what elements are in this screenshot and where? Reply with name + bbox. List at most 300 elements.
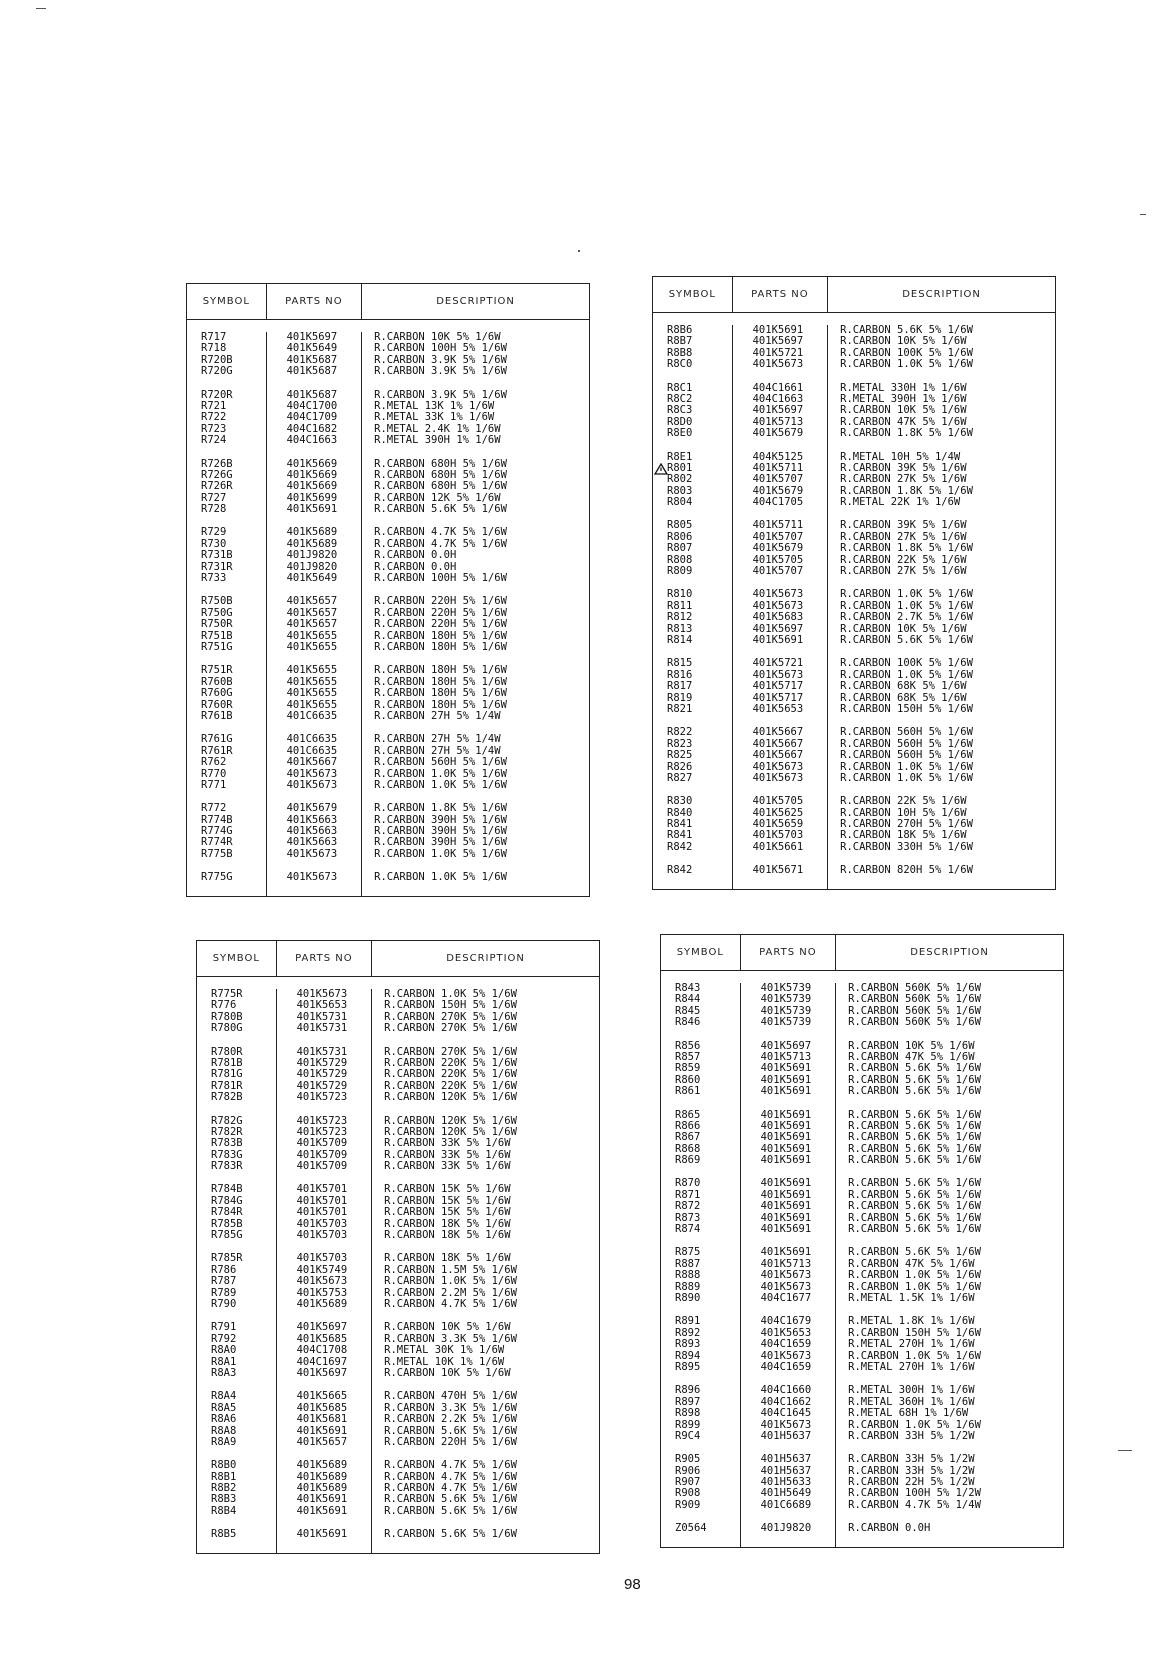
row-group [741,1110,836,1167]
desc-column [372,989,599,1553]
description-cell: R.CARBON 1.0K 5% 1/6W [840,359,973,371]
description-cell: R.CARBON 180H 5% 1/6W [374,699,507,711]
description-cell: R.CARBON 0.0H [848,1523,931,1535]
description-cell: R.CARBON 560K 5% 1/6W [848,1017,981,1029]
row-group [661,1316,740,1373]
part-number-cell: 401K5709 [296,1138,348,1150]
description-cell: R.CARBON 68K 5% 1/6W [840,692,967,704]
part-number-cell: 401K5723 [296,1126,348,1138]
part-number-cell: 401K5655 [286,688,338,700]
description-cell: R.METAL 10K 1% 1/6W [384,1356,505,1368]
description-cell: R.CARBON 4.7K 5% 1/6W [374,538,507,550]
row-group [836,1247,1063,1304]
symbol-cell: R805 [667,520,693,532]
row-group [653,589,732,646]
row-group [372,1184,599,1241]
symbol-cell: R784B [211,1184,243,1196]
symbol-cell: R908 [675,1488,701,1500]
part-number-cell: 401K5729 [296,1080,348,1092]
symbol-cell: R726B [201,458,233,470]
part-number-cell: 401K5657 [286,619,338,631]
description-cell: R.CARBON 5.6K 5% 1/6W [840,325,973,336]
row-group [828,325,1055,371]
part-number-cell: 401K5691 [760,1120,812,1132]
part-number-cell: 404C1663 [286,435,338,447]
row-group [733,452,828,509]
part-number-cell: 401K5707 [752,474,804,486]
description-column-header: DESCRIPTION [902,289,981,300]
symbol-cell: R813 [667,623,693,635]
description-cell: R.CARBON 33K 5% 1/6W [384,1161,511,1173]
description-cell: R.METAL 22K 1% 1/6W [840,497,961,509]
symbol-cell: R760G [201,688,233,700]
description-cell: R.CARBON 5.6K 5% 1/6W [384,1494,517,1506]
description-cell: R.CARBON 18K 5% 1/6W [384,1230,511,1242]
description-cell: R.CARBON 10K 5% 1/6W [384,1367,511,1379]
symbol-cell: R791 [211,1322,237,1334]
description-cell: R.CARBON 18K 5% 1/6W [384,1253,511,1265]
symbol-cell: R762 [201,757,227,769]
row-group [836,1523,1063,1534]
description-cell: R.CARBON 100H 5% 1/6W [374,343,507,355]
symbol-cell: R720R [201,389,233,401]
part-number-cell: 401K5691 [760,1201,812,1213]
part-number-cell: 401H5633 [760,1477,812,1489]
symbol-cell: R728 [201,504,227,516]
symbol-cell: R845 [675,1005,701,1017]
part-number-cell: 401K5705 [752,554,804,566]
symbol-cell: R783B [211,1138,243,1150]
symbol-cell: R827 [667,772,693,784]
description-cell: R.CARBON 150H 5% 1/6W [848,1327,981,1339]
row-group [362,596,589,653]
sym-column [187,332,267,896]
part-number-cell: 401K5691 [760,1212,812,1224]
symbol-cell: R792 [211,1333,237,1345]
symbol-cell: R804 [667,497,693,509]
part-number-cell: 401K5649 [286,343,338,355]
symbol-column-header: SYMBOL [661,935,741,970]
part-number-cell: 401J9820 [760,1523,812,1535]
part-number-cell: 401K5683 [752,612,804,624]
row-group [362,665,589,722]
description-cell: R.CARBON 180H 5% 1/6W [374,676,507,688]
part-number-cell: 401K5739 [760,1005,812,1017]
description-cell: R.CARBON 5.6K 5% 1/6W [848,1132,981,1144]
row-group [277,1184,372,1241]
description-cell: R.CARBON 1.0K 5% 1/6W [374,848,507,860]
description-cell: R.CARBON 1.0K 5% 1/6W [374,872,507,884]
symbol-cell: R860 [675,1074,701,1086]
description-cell: R.CARBON 120K 5% 1/6W [384,1115,517,1127]
part-number-cell: 401K5655 [286,699,338,711]
description-cell: R.CARBON 39K 5% 1/6W [840,520,967,532]
parts-table [652,276,1056,890]
parts-no-column-header: PARTS NO [267,284,363,319]
description-cell: R.CARBON 5.6K 5% 1/6W [848,1201,981,1213]
symbol-cell: R783R [211,1161,243,1173]
symbol-cell: R722 [201,412,227,424]
part-number-cell: 401K5703 [752,830,804,842]
part-number-cell: 404C1709 [286,412,338,424]
part-number-cell: 401K5655 [286,676,338,688]
description-cell: R.CARBON 5.6K 5% 1/6W [848,1247,981,1259]
symbol-cell: R825 [667,750,693,762]
part-number-cell: 401K5673 [760,1281,812,1293]
description-cell: R.CARBON 560K 5% 1/6W [848,1005,981,1017]
part-number-cell: 404C1679 [760,1316,812,1328]
part-number-cell: 401K5713 [760,1051,812,1063]
description-cell: R.METAL 270H 1% 1/6W [848,1361,975,1373]
row-group [267,803,362,860]
symbol-cell: R909 [675,1499,701,1511]
part-number-cell: 401K5721 [752,658,804,670]
description-cell: R.CARBON 5.6K 5% 1/6W [384,1505,517,1517]
part-number-cell: 401K5663 [286,814,338,826]
symbol-cell: R890 [675,1292,701,1304]
description-cell: R.CARBON 47K 5% 1/6W [848,1051,975,1063]
symbol-cell: R8A1 [211,1356,237,1368]
part-number-cell: 401K5691 [760,1224,812,1236]
symbol-cell: R729 [201,527,227,539]
description-cell: R.METAL 30K 1% 1/6W [384,1345,505,1357]
part-number-cell: 401K5673 [752,589,804,601]
symbol-cell: R718 [201,343,227,355]
part-number-cell: 401K5691 [760,1074,812,1086]
row-group [277,1253,372,1310]
part-number-cell: 401K5663 [286,837,338,849]
symbol-cell: R895 [675,1361,701,1373]
row-group [277,1391,372,1448]
row-group [277,1047,372,1104]
row-group [836,1385,1063,1442]
row-group [267,332,362,378]
symbol-cell: R717 [201,332,227,343]
part-number-cell: 401K5697 [296,1322,348,1334]
part-number-cell: 401K5655 [286,665,338,677]
part-number-cell: 401K5673 [286,768,338,780]
row-group [187,596,266,653]
description-cell: R.CARBON 5.6K 5% 1/6W [848,1224,981,1236]
description-cell: R.CARBON 68K 5% 1/6W [840,681,967,693]
symbol-cell: R783G [211,1149,243,1161]
description-cell: R.METAL 330H 1% 1/6W [840,382,967,394]
symbol-cell: R780R [211,1046,243,1058]
symbol-cell: R899 [675,1419,701,1431]
row-group [653,865,732,876]
description-cell: R.CARBON 2.7K 5% 1/6W [840,612,973,624]
description-cell: R.CARBON 5.6K 5% 1/6W [848,1086,981,1098]
row-group [362,390,589,447]
symbol-cell: R821 [667,703,693,715]
description-cell: R.CARBON 220K 5% 1/6W [384,1057,517,1069]
description-cell: R.CARBON 10K 5% 1/6W [384,1322,511,1334]
symbol-cell: R726G [201,469,233,481]
table-header [661,935,1063,971]
part-number-cell: 401K5671 [752,865,804,877]
part-number-cell: 401K5679 [752,543,804,555]
description-cell: R.CARBON 1.0K 5% 1/6W [840,589,973,601]
symbol-cell: R814 [667,634,693,646]
part-number-cell: 401K5691 [296,1494,348,1506]
row-group [653,796,732,853]
row-group [372,1391,599,1448]
symbol-cell: R761R [201,745,233,757]
symbol-cell: R869 [675,1155,701,1167]
description-cell: R.CARBON 560H 5% 1/6W [840,738,973,750]
description-column-header: DESCRIPTION [436,296,515,307]
part-number-cell: 401C6635 [286,710,338,722]
symbol-cell: R733 [201,573,227,585]
description-cell: R.CARBON 1.0K 5% 1/6W [848,1350,981,1362]
row-group [741,1178,836,1235]
part-number-cell: 401K5709 [296,1161,348,1173]
symbol-cell: R8E0 [667,428,693,440]
description-cell: R.CARBON 15K 5% 1/6W [384,1184,511,1196]
part-number-cell: 401K5731 [296,1046,348,1058]
symbol-cell: R781G [211,1069,243,1081]
description-cell: R.CARBON 4.7K 5% 1/6W [384,1483,517,1495]
part-number-cell: 401K5701 [296,1184,348,1196]
description-cell: R.CARBON 680H 5% 1/6W [374,469,507,481]
symbol-cell: R840 [667,807,693,819]
symbol-cell: R830 [667,796,693,808]
symbol-cell: R907 [675,1477,701,1489]
part-number-cell: 401K5669 [286,458,338,470]
symbol-cell: R8A6 [211,1414,237,1426]
part-number-cell: 401K5705 [752,796,804,808]
symbol-cell: R781B [211,1057,243,1069]
description-cell: R.CARBON 560K 5% 1/6W [848,994,981,1006]
description-cell: R.CARBON 220H 5% 1/6W [384,1436,517,1448]
symbol-cell: R870 [675,1178,701,1190]
table-header [187,284,589,320]
symbol-cell: R781R [211,1080,243,1092]
symbol-cell: R887 [675,1258,701,1270]
caution-triangle-icon [654,463,668,475]
table-body [661,983,1063,1547]
part-column [267,332,363,896]
symbol-cell: R8C2 [667,393,693,405]
symbol-cell: R760B [201,676,233,688]
symbol-cell: R8D0 [667,416,693,428]
scan-speck [1140,214,1146,215]
row-group [197,1116,276,1173]
description-cell: R.CARBON 1.8K 5% 1/6W [840,543,973,555]
row-group [197,1047,276,1104]
symbol-cell: R892 [675,1327,701,1339]
row-group [741,1316,836,1373]
symbol-cell: R731B [201,550,233,562]
part-column [277,989,373,1553]
sym-column [661,983,741,1547]
symbol-cell: R826 [667,761,693,773]
part-number-cell: 401K5731 [296,1011,348,1023]
part-number-cell: 404C1700 [286,400,338,412]
symbol-cell: R846 [675,1017,701,1029]
parts-no-column-header: PARTS NO [277,941,373,976]
symbol-cell: R888 [675,1270,701,1282]
symbol-cell: R751R [201,665,233,677]
description-cell: R.CARBON 10K 5% 1/6W [840,336,967,348]
symbol-cell: R842 [667,841,693,853]
symbol-cell: R751G [201,641,233,653]
symbol-cell: R760R [201,699,233,711]
row-group [741,1385,836,1442]
symbol-cell: R801 [667,462,693,474]
scan-speck [578,250,580,252]
symbol-cell: R812 [667,612,693,624]
part-number-cell: 401K5703 [296,1218,348,1230]
description-cell: R.METAL 68H 1% 1/6W [848,1408,969,1420]
description-cell: R.CARBON 4.7K 5% 1/6W [374,527,507,539]
row-group [372,989,599,1035]
symbol-cell: R8B3 [211,1494,237,1506]
part-number-cell: 404C1697 [296,1356,348,1368]
description-cell: R.METAL 390H 1% 1/6W [840,393,967,405]
symbol-cell: R905 [675,1454,701,1466]
part-number-cell: 404C1659 [760,1361,812,1373]
part-number-cell: 401K5697 [752,623,804,635]
description-cell: R.CARBON 15K 5% 1/6W [384,1195,511,1207]
part-number-cell: 401K5689 [296,1483,348,1495]
part-number-cell: 401K5709 [296,1149,348,1161]
part-number-cell: 401K5691 [752,325,804,336]
row-group [187,459,266,516]
description-cell: R.CARBON 100K 5% 1/6W [840,347,973,359]
row-group [267,459,362,516]
part-number-cell: 404C1663 [752,393,804,405]
row-group [653,325,732,371]
row-group [362,803,589,860]
row-group [197,1529,276,1540]
part-number-cell: 404C1677 [760,1292,812,1304]
row-group [372,1116,599,1173]
description-cell: R.CARBON 22H 5% 1/2W [848,1477,975,1489]
description-cell: R.CARBON 270K 5% 1/6W [384,1046,517,1058]
part-number-cell: 401J9820 [286,561,338,573]
description-cell: R.METAL 10H 5% 1/4W [840,451,961,463]
description-cell: R.CARBON 5.6K 5% 1/6W [384,1529,517,1541]
symbol-cell: R774B [201,814,233,826]
symbol-cell: R8A3 [211,1367,237,1379]
part-number-cell: 401K5667 [752,738,804,750]
description-cell: R.CARBON 27H 5% 1/4W [374,710,501,722]
symbol-cell: R785B [211,1218,243,1230]
symbol-cell: R874 [675,1224,701,1236]
row-group [187,665,266,722]
row-group [828,658,1055,715]
part-number-cell: 401K5653 [296,1000,348,1012]
part-number-cell: 401K5691 [760,1109,812,1121]
description-cell: R.CARBON 22K 5% 1/6W [840,796,967,808]
row-group [267,527,362,584]
description-cell: R.CARBON 47K 5% 1/6W [840,416,967,428]
part-number-cell: 401J9820 [286,550,338,562]
part-number-cell: 401K5691 [296,1505,348,1517]
part-number-cell: 401K5731 [296,1023,348,1035]
part-number-cell: 401K5673 [760,1270,812,1282]
row-group [277,1116,372,1173]
row-group [828,727,1055,784]
symbol-cell: R8C3 [667,405,693,417]
symbol-cell: R724 [201,435,227,447]
row-group [372,1460,599,1517]
description-cell: R.CARBON 1.0K 5% 1/6W [848,1281,981,1293]
row-group [362,872,589,883]
description-cell: R.CARBON 27H 5% 1/4W [374,745,501,757]
part-number-cell: 401K5749 [296,1264,348,1276]
part-number-cell: 401C6635 [286,745,338,757]
part-number-cell: 401K5713 [752,416,804,428]
part-number-cell: 401K5697 [296,1367,348,1379]
scan-speck [36,8,46,9]
description-cell: R.CARBON 1.0K 5% 1/6W [840,600,973,612]
description-cell: R.CARBON 820H 5% 1/6W [840,865,973,877]
part-number-cell: 404C1645 [760,1408,812,1420]
part-number-cell: 401K5691 [296,1529,348,1541]
row-group [661,1110,740,1167]
part-number-cell: 401K5655 [286,641,338,653]
description-cell: R.CARBON 3.9K 5% 1/6W [374,389,507,401]
description-cell: R.CARBON 33H 5% 1/2W [848,1430,975,1442]
row-group [277,989,372,1035]
part-number-cell: 401K5691 [760,1155,812,1167]
symbol-cell: R807 [667,543,693,555]
part-number-cell: 401K5673 [286,779,338,791]
row-group [836,1110,1063,1167]
symbol-cell: R843 [675,983,701,994]
part-number-cell: 401K5649 [286,573,338,585]
row-group [197,1253,276,1310]
part-number-cell: 401K5739 [760,1017,812,1029]
description-cell: R.CARBON 10K 5% 1/6W [374,332,501,343]
row-group [197,1322,276,1379]
description-cell: R.CARBON 47K 5% 1/6W [848,1258,975,1270]
row-group [733,796,828,853]
row-group [653,658,732,715]
part-number-cell: 401K5739 [760,983,812,994]
description-cell: R.CARBON 180H 5% 1/6W [374,688,507,700]
symbol-cell: R871 [675,1189,701,1201]
description-cell: R.CARBON 100H 5% 1/6W [374,573,507,585]
symbol-cell: R896 [675,1385,701,1397]
symbol-cell: R789 [211,1287,237,1299]
description-cell: R.CARBON 1.0K 5% 1/6W [374,768,507,780]
description-cell: R.CARBON 1.0K 5% 1/6W [848,1270,981,1282]
symbol-cell: R9C4 [675,1430,701,1442]
description-cell: R.CARBON 220H 5% 1/6W [374,619,507,631]
description-cell: R.CARBON 220H 5% 1/6W [374,607,507,619]
description-cell: R.CARBON 120K 5% 1/6W [384,1126,517,1138]
part-number-cell: 401K5667 [752,727,804,739]
symbol-cell: R731R [201,561,233,573]
symbol-cell: R906 [675,1465,701,1477]
part-number-cell: 404C1705 [752,497,804,509]
row-group [187,527,266,584]
row-group [733,865,828,876]
part-number-cell: 401K5691 [286,504,338,516]
description-cell: R.CARBON 27K 5% 1/6W [840,474,967,486]
description-cell: R.CARBON 560K 5% 1/6W [848,983,981,994]
description-cell: R.CARBON 560H 5% 1/6W [374,757,507,769]
part-number-cell: 401K5673 [752,772,804,784]
part-number-cell: 404K5125 [752,451,804,463]
description-cell: R.CARBON 470H 5% 1/6W [384,1391,517,1403]
part-number-cell: 401K5739 [760,994,812,1006]
symbol-cell: R872 [675,1201,701,1213]
row-group [277,1529,372,1540]
